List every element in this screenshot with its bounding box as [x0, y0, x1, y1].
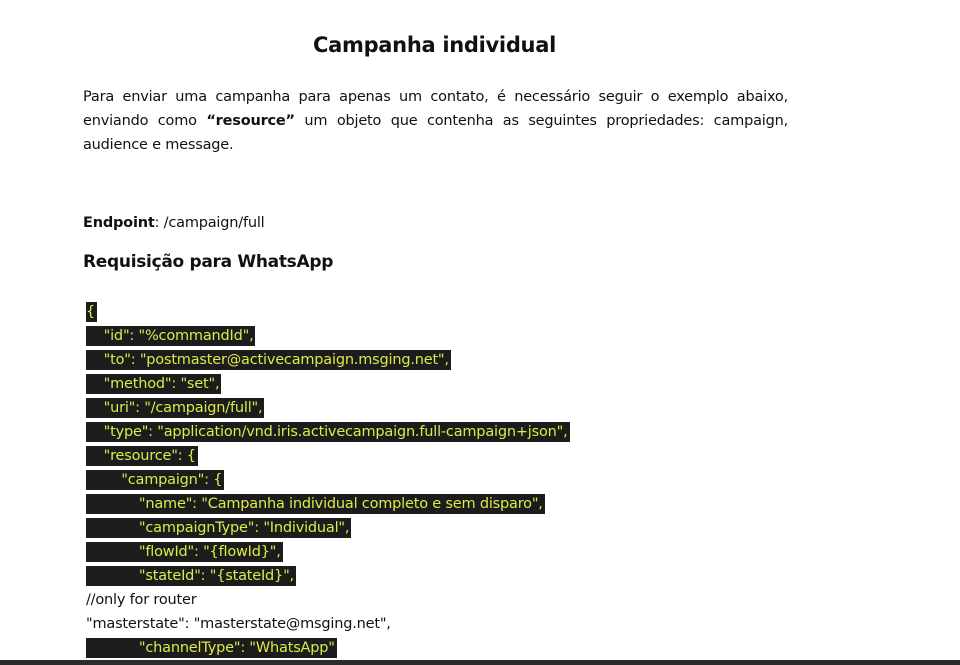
highlighted-code-text: "id": "%commandId",: [86, 328, 254, 344]
highlighted-code-text: "campaignType": "Individual",: [86, 520, 350, 536]
code-line: [86, 492, 570, 516]
code-line: [86, 564, 570, 588]
highlighted-code-text: "stateId": "{stateId}",: [86, 568, 294, 584]
code-line: [86, 300, 570, 324]
code-line: [86, 468, 570, 492]
code-comment-text: //only for router: [86, 592, 197, 608]
code-line: [86, 636, 570, 660]
intro-text-start: Para enviar uma campanha para apenas um contato, é necessário seguir o exemplo abaixo, enviando como: [83, 89, 788, 129]
highlighted-code-text: "name": "Campanha individual completo e sem disparo",: [86, 496, 543, 512]
code-line: [86, 540, 570, 564]
page-title: Campanha individual: [313, 33, 556, 57]
highlighted-code-text: "type": "application/vnd.iris.activecampaign.full-campaign+json",: [86, 424, 568, 440]
code-line: [86, 372, 570, 396]
endpoint-label: Endpoint: [83, 215, 155, 231]
highlighted-code-text: "flowId": "{flowId}",: [86, 544, 281, 560]
code-line: [86, 612, 570, 636]
highlighted-code-text: "channelType": "WhatsApp": [86, 640, 335, 656]
intro-paragraph: [83, 85, 788, 157]
highlighted-code-text: "resource": {: [86, 448, 196, 464]
bottom-edge-bar: [0, 660, 960, 665]
code-line: [86, 420, 570, 444]
code-line: [86, 588, 570, 612]
highlighted-code-text: "uri": "/campaign/full",: [86, 400, 263, 416]
endpoint-line: [83, 211, 265, 235]
code-line: [86, 444, 570, 468]
code-line: [86, 516, 570, 540]
intro-text-end: um objeto que contenha as seguintes propriedades: campaign, audience e message.: [83, 113, 788, 153]
highlighted-code-text: {: [86, 304, 96, 320]
code-block: [86, 300, 570, 660]
endpoint-value: : /campaign/full: [154, 215, 265, 231]
highlighted-code-text: "campaign": {: [86, 472, 223, 488]
intro-bold-resource: “resource”: [206, 113, 295, 129]
code-comment-text: "masterstate": "masterstate@msging.net",: [86, 616, 391, 632]
highlighted-code-text: "method": "set",: [86, 376, 220, 392]
section-title: Requisição para WhatsApp: [83, 252, 334, 272]
code-line: [86, 348, 570, 372]
highlighted-code-text: "to": "postmaster@activecampaign.msging.net",: [86, 352, 449, 368]
code-line: [86, 396, 570, 420]
code-line: [86, 324, 570, 348]
